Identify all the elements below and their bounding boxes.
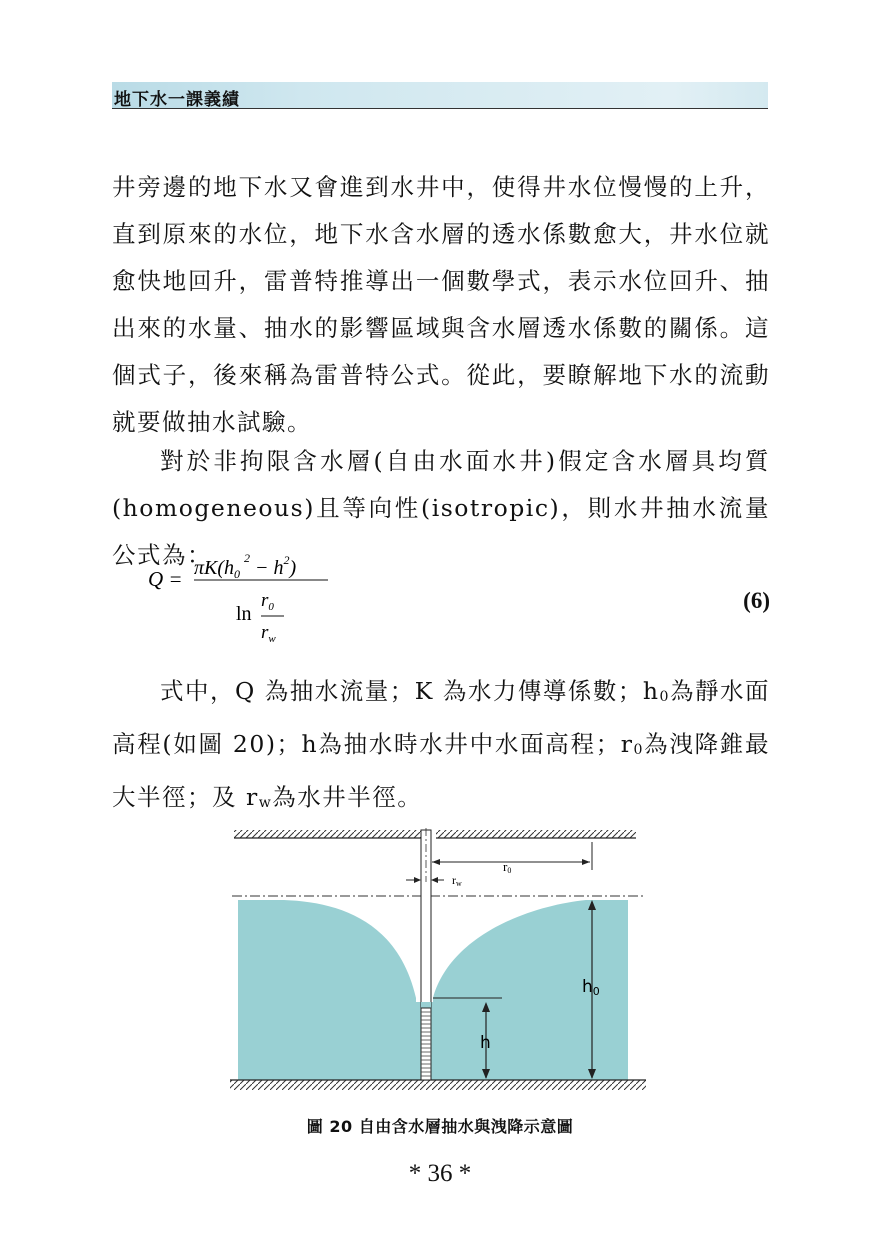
r0-arrow-left: [432, 859, 440, 865]
page-header: [112, 82, 768, 109]
flow-formula: [148, 540, 348, 660]
water-body: [238, 900, 628, 1080]
aquifer-drawdown-diagram: [228, 826, 648, 1096]
page-number: * 36 *: [408, 1160, 472, 1187]
header-title: 地下水一課義績: [114, 90, 240, 110]
formula-lhs: Q =: [148, 567, 183, 591]
formula-rw: $r_w$: [261, 622, 276, 645]
r0-arrow-right: [582, 859, 590, 865]
paragraph-1: 井旁邊的地下水又會進到水井中，使得井水位慢慢的上升，直到原來的水位，地下水含水層的透水係數愈大，井水位就愈快地回升，雷普特推導出一個數學式，表示水位回升、抽出來的水量、抽水的影響區域與含水層透水係數的關係。這個式子，後來稱為雷普特公式。從此，要瞭解地下水的流動就要做抽水試驗。: [112, 173, 770, 436]
definition-paragraph: 式中，Q 為抽水流量；K 為水力傳導係數；$h_0$為靜水面高程(如圖 20)；h為抽水時水井中水面高程；$r_0$為洩降錐最大半徑；及 $r_w$為水井半徑。: [112, 677, 771, 812]
svg-text:πK(h02 − h2): $\pi K(h_0^2 - h^2)$: [194, 551, 297, 581]
equation-number: (6): [743, 588, 770, 613]
ground-surface-top: [234, 830, 424, 838]
h-label: h: [480, 1033, 491, 1053]
rw-label: rw: [452, 873, 462, 888]
h0-label: h0: [582, 977, 600, 998]
well-water: [421, 1002, 431, 1008]
formula-ln: ln: [236, 603, 252, 625]
formula-r0: $r_0$: [261, 590, 274, 613]
impermeable-base: [230, 1080, 646, 1090]
figure-caption: 圖 20 自由含水層抽水與洩降示意圖: [306, 1117, 574, 1136]
formula-numerator: [194, 551, 297, 581]
paragraph-2: 對於非拘限含水層(自由水面水井)假定含水層具均質(homogeneous)且等向性(isotropic)，則水井抽水流量公式為：: [112, 447, 770, 569]
r0-label: r0: [503, 859, 512, 875]
